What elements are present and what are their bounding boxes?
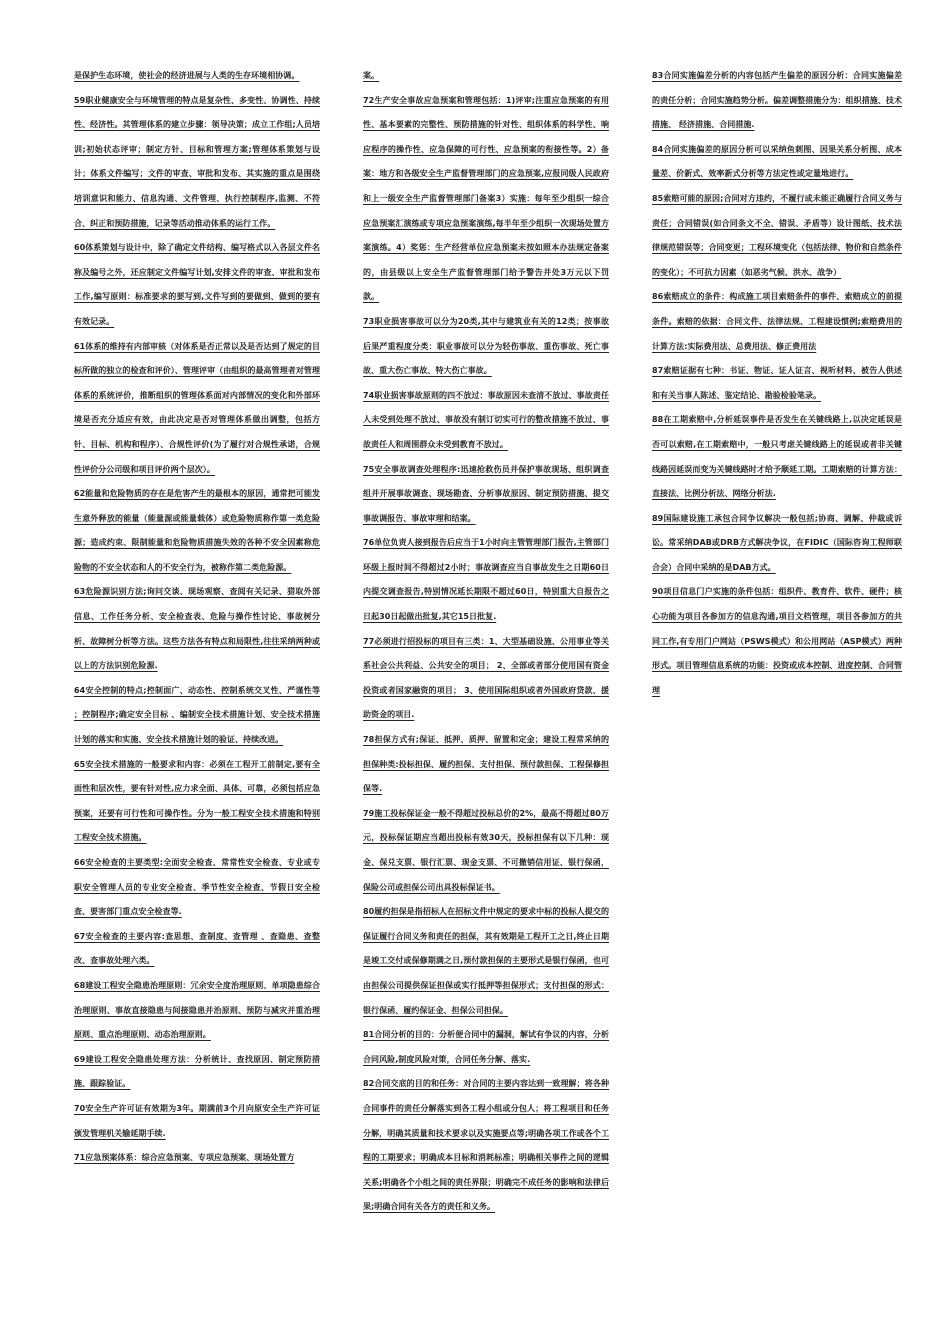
paragraph: 是保护生态环境，使社会的经济进展与人类的生存环境相协调。 — [74, 71, 300, 80]
paragraph: 64安全控制的特点;控制面广、动态性、控制系统交叉性、严谨性等 ；控制程序;确定安全目标 、编制安全技术措施计划、安全技术措施计划的落实和实施、安全技术措施计划的验证、持续改进。 — [74, 685, 320, 745]
paragraph: 89国际建设施工承包合同争议解决一般包括;协商、调解、仲裁或诉讼。常采纳DAB或DRB方式解决争议，在FIDIC（国际咨询工程师联合会）合同中采纳的是DAB方式。 — [652, 513, 902, 572]
paragraph: 74职业损害事故原则的四不放过：事故原因未查清不放过、事故责任人未受到处理不放过、事故没有制订切实可行的整改措施不放过、事故责任人和周围群众未受到教育不放过。 — [363, 390, 609, 449]
paragraph: 87索赔证据有七种：书证、物证、证人证言、视听材料、被告人供述和有关当事人陈述、鉴定结论、勘验检验笔录。 — [652, 366, 902, 400]
paragraph: 68建设工程安全隐患治理原则：冗余安全度治理原则、单项隐患综合治理原则、事故直接隐患与间接隐患并治原则、预防与减灾并重治理原则、重点治理原则、动态治理原则。 — [74, 980, 320, 1040]
paragraph: 73职业损害事故可以分为20类,其中与建筑业有关的12类；按事故后果严重程度分类：职业事故可以分为轻伤事故、重伤事故、死亡事故、重大伤亡事故、特大伤亡事故。 — [363, 316, 609, 376]
paragraph: 71应急预案体系：综合应急预案、专项应急预案、现场处置方 — [74, 1153, 295, 1163]
text-column-middle — [363, 64, 609, 1220]
paragraph: 83合同实施偏差分析的内容包括产生偏差的原因分析：合同实施偏差的责任分析；合同实施趋势分析。偏差调整措施分为：组织措施、技术措施、 经济措施、合同措施. — [652, 71, 902, 130]
paragraph: 76单位负责人接到报告后应当于1小时向主管管理部门报告,主管部门环级上报时间不得超过2小时；事故调查应当自事故发生之日期60日内提交调查报告,特别情况延长期限不超过60日，特别重大自报告之日起30日起做出批复,其它15日批复. — [363, 538, 609, 622]
paragraph: 65安全技术措施的一般要求和内容：必须在工程开工前制定,要有全面性和层次性，要有针对性,应力求全面、具体、可靠，必须包括应急预案，还要有可行性和可操作性。分为一般工程安全技术措施和特别工程安全技术措施。 — [74, 759, 320, 843]
paragraph: 90项目信息门户实施的条件包括：组织件、教育件、软件、硬件；核心功能为项目各参加方的信息沟通,项目文档管理，项目各参加方的共同工作,有专用门户网站（PSWS模式）和公用网站（ASP模式）两种形式。项目管理信息系统的功能：投资或成本控制、进度控制、合同管理 — [652, 587, 902, 695]
paragraph: 59职业健康安全与环境管理的特点是复杂性、多变性、协调性、持续性、经济性。其管理体系的建立步骤：领导决策；成立工作组;人员培训;初始状态评审；制定方针、目标和管理方案;管理体系策划与设计；体系文件编写；文件的审查、审批和发布、其实施的重点是围绕培训意识和能力、信息沟通、文件管理、执行控制程序,监测、不符合、纠正和预防措施，记录等活动推动体系的运行工作。 — [74, 95, 320, 228]
paragraph: 88在工期索赔中,分析延误事件是否发生在关键线路上,以决定延误是否可以索赔,在工期索赔中，一般只考虑关键线路上的延误或者非关键线路因延误而变为关键线路时才给予顺延工期。工期索赔的计算方法：直接法、比例分析法、网络分析法. — [652, 415, 902, 499]
paragraph: 60体系策划与设计中，除了确定文件结构、编写格式以入各层文件名称及编号之外，还应制定文件编写计划,安排文件的审查、审批和发布工作,编写原则：标准要求的要写到,文件写到的要做到、做到的要有有效记录。 — [74, 243, 320, 326]
paragraph: 82合同交底的目的和任务：对合同的主要内容达到一致理解；将各种合同事件的责任分解落实到各工程小组或分包人；将工程项目和任务分解，明确其质量和技术要求以及实施要点等;明确各项工作或各个工程的工期要求；明确成本目标和消耗标准；明确相关事件之间的逻辑关系;明确各个小组之间的责任界限；明确完不成任务的影响和法律后果;明确合同有关各方的责任和义务。 — [363, 1079, 609, 1212]
paragraph: 78担保方式有;保证、抵押、质押、留置和定金；建设工程常采纳的担保种类:投标担保、履约担保、支付担保、预付款担保、工程保修担保等. — [363, 735, 609, 794]
paragraph: 79施工投标保证金一般不得超过投标总价的2%，最高不得超过80万元，投标保证期应当超出投标有效30天，投标担保有以下几种：现金、保兑支票、银行汇票、现金支票、不可撤销信用证、银行保函，保险公司或担保公司出具投标保证书。 — [363, 808, 609, 892]
paragraph: 85索赔可能的原因;合同对方违约，不履行或未能正确履行合同义务与责任；合同错误(如合同条文不全、错误、矛盾等）设计图纸、技术法律规范错误等；合同变更；工程环境变化（包括法律、物价和自然条件的变化）；不可抗力因素（如恶劣气候、洪水、战争） — [652, 193, 902, 277]
paragraph: 80履约担保是指招标人在招标文件中规定的要求中标的投标人提交的保证履行合同义务和责任的担保，其有效期是工程开工之日,终止日期是竣工交付或保修期满之日,预付款担保的主要形式是银行保函，也可由担保公司提供保证担保或实行抵押等担保形式；支付担保的形式：银行保函、履约保证金、担保公司担保。 — [363, 907, 609, 1015]
paragraph: 62能量和危险物质的存在是危害产生的最根本的原因，通常把可能发生意外释放的能量（能量源或能量载体）或危险物质称作第一类危险源；造成约束、限制能量和危险物质措施失效的各种不安全因素称危险物的不安全状态和人的不安全行为，被称作第二类危险源。 — [74, 489, 320, 572]
paragraph: 72生产安全事故应急预案和管理包括：1)评审;注重应急预案的有用性、基本要素的完整性、预防措施的针对性、组织体系的科学性、响应程序的操作性、应急保障的可行性、应急预案的衔接性等。2）备案：地方和各级安全生产监督管理部门的应急预案,应报同级人民政府和上一级安全生产监督管理部门备案3）实施：每年至少组织一综合应急预案汇演练或专项应急预案演练,每半年至少组织一次现场处置方案演练。4）奖惩：生产经营单位应急预案未按如照本办法规定备案的，由县级以上安全生产监督管理部门给予警告并处3万元以下罚款。 — [363, 95, 609, 302]
paragraph: 63危险源识别方法;询问交谈、现场观察、查阅有关记录、猎取外部信息、工作任务分析、安全检查表、危险与操作性讨论、事故树分析、故障树分析等方法。这些方法各有特点和局限性,往往采纳两种或以上的方法识别危险源. — [74, 587, 320, 671]
text-column-right — [652, 64, 902, 703]
paragraph: 84合同实施偏差的原因分析可以采纳鱼刺图、因果关系分析图、成本量差、价新式、效率新式分析等方法定性或定量地进行。 — [652, 144, 902, 179]
paragraph: 70安全生产许可证有效期为3年。期满前3个月向原安全生产许可证颁发管理机关输延期手续. — [74, 1103, 320, 1138]
paragraph: 81合同分析的目的：分析便合同中的漏洞，解试有争议的内容，分析合同风险,制度风险对策，合同任务分解、落实. — [363, 1030, 609, 1064]
paragraph: 75安全事故调查处理程序:迅速抢救伤员并保护事故现场、组织调查组并开展事故调查、现场勘查、分析事故原因、制定预防措施、提交事故调报告、事故审理和结案。 — [363, 464, 609, 523]
paragraph: 66安全检查的主要类型:全面安全检查、常常性安全检查、专业或专职安全管理人员的专业安全检查、季节性安全检查、节假日安全检查、要害部门重点安全检查等. — [74, 858, 320, 917]
paragraph: 61体系的维持有内部审核（对体系是否正常以及是否达到了规定的目标所做的独立的检查和评价）、管理评审（由组织的最高管理者对管理体系的系统评价，推断组织的管理体系面对内部情况的变化和外部环境是否充分适应有效，由此决定是否对管理体系做出调整，包括方针、目标、机构和程序）、合规性评价(为了履行对合规性承诺，合规性评价分公司级和项目评价两个层次）。 — [74, 341, 320, 474]
paragraph: 77必须进行招投标的项目有三类：1、大型基础设施、公用事业等关系社会公共利益、公共安全的项目； 2、全部或者部分使用国有资金投资或者国家融资的项目； 3、使用国际组织或者外国政府贷款、援助资金的项目. — [363, 636, 609, 720]
paragraph: 案。 — [363, 71, 380, 80]
paragraph: 86索赔成立的条件：构成施工项目索赔条件的事件、索赔成立的前提条件。索赔的依据：合同文件、法律法规、工程建设惯例;索赔费用的计算方法:实际费用法、总费用法、修正费用法 — [652, 292, 902, 351]
paragraph: 67安全检查的主要内容:查思想、查制度、查管理 、查隐患、查整改、查事故处理六类。 — [74, 931, 320, 966]
text-column-left — [74, 64, 320, 1171]
paragraph: 69建设工程安全隐患处理方法：分析统计、查找原因、制定预防措施、跟踪验证。 — [74, 1054, 320, 1089]
